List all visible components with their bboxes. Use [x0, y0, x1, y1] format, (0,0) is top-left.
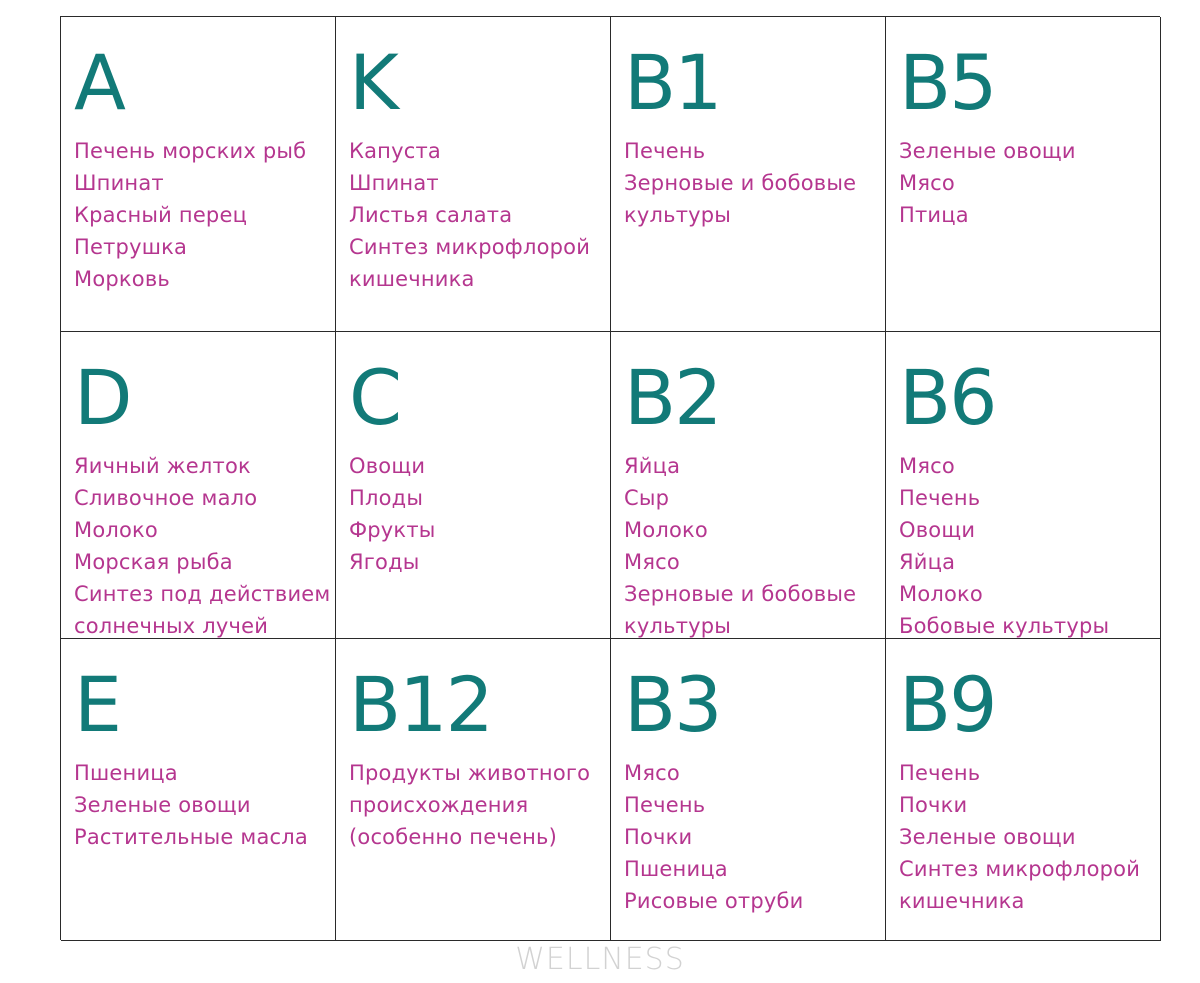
source-list — [624, 757, 885, 917]
source-item: Пшеница — [624, 857, 728, 881]
source-item: происхождения — [349, 793, 529, 817]
source-item: Рисовые отруби — [624, 889, 804, 913]
source-item: кишечника — [349, 267, 475, 291]
vitamin-cell — [611, 17, 886, 332]
source-item: Петрушка — [74, 235, 188, 259]
source-item: Мясо — [624, 761, 680, 785]
vitamin-name: B9 — [899, 660, 996, 749]
source-item: Бобовые культуры — [899, 614, 1110, 638]
source-item: Овощи — [349, 454, 426, 478]
vitamin-cell — [336, 17, 611, 332]
vitamin-sources-table — [60, 16, 1160, 940]
source-item: кишечника — [899, 889, 1025, 913]
source-list — [74, 757, 335, 853]
source-item: Мясо — [899, 454, 955, 478]
source-item: Пшеница — [74, 761, 178, 785]
source-list — [624, 450, 885, 639]
vitamin-name: K — [349, 38, 397, 127]
source-list — [74, 450, 335, 639]
source-list — [349, 450, 610, 578]
source-item: Молоко — [899, 582, 983, 606]
vitamin-name: E — [74, 660, 121, 749]
source-item: Морковь — [74, 267, 170, 291]
vitamin-cell — [61, 332, 336, 639]
source-item: Овощи — [899, 518, 976, 542]
source-list — [74, 135, 335, 295]
source-item: Продукты животного — [349, 761, 591, 785]
source-item: Зеленые овощи — [899, 139, 1076, 163]
vitamin-name: B2 — [624, 353, 721, 442]
wellness-watermark: WELLNESS — [515, 942, 685, 977]
source-list — [899, 757, 1160, 917]
source-item: Печень — [624, 139, 706, 163]
source-item: Плоды — [349, 486, 424, 510]
vitamin-name: C — [349, 353, 401, 442]
source-item: культуры — [624, 203, 732, 227]
source-item: Печень — [899, 486, 981, 510]
source-item: Молоко — [624, 518, 708, 542]
vitamin-cell — [61, 17, 336, 332]
source-item: Зерновые и бобовые — [624, 171, 857, 195]
source-item: Синтез микрофлорой — [349, 235, 591, 259]
source-list — [624, 135, 885, 231]
vitamin-name: A — [74, 38, 124, 127]
vitamin-cell — [611, 332, 886, 639]
vitamin-name: B5 — [899, 38, 996, 127]
vitamin-cell — [336, 639, 611, 941]
source-item: Печень — [899, 761, 981, 785]
source-item: солнечных лучей — [74, 614, 269, 638]
source-item: Печень — [624, 793, 706, 817]
source-item: Мясо — [899, 171, 955, 195]
source-item: Синтез под действием — [74, 582, 331, 606]
vitamin-cell — [611, 639, 886, 941]
source-item: Листья салата — [349, 203, 513, 227]
source-item: Яйца — [624, 454, 681, 478]
source-item: Морская рыба — [74, 550, 233, 574]
source-list — [899, 135, 1160, 231]
source-item: Капуста — [349, 139, 441, 163]
source-item: Красный перец — [74, 203, 248, 227]
vitamin-cell — [886, 17, 1161, 332]
source-item: Растительные масла — [74, 825, 308, 849]
source-item: Сыр — [624, 486, 670, 510]
vitamin-name: B6 — [899, 353, 996, 442]
source-item: Зерновые и бобовые — [624, 582, 857, 606]
source-item: (особенно печень) — [349, 825, 557, 849]
vitamin-cell — [886, 639, 1161, 941]
source-list — [899, 450, 1160, 639]
source-item: Ягоды — [349, 550, 420, 574]
source-item: Молоко — [74, 518, 158, 542]
source-item: Яичный желток — [74, 454, 251, 478]
vitamin-cell — [61, 639, 336, 941]
source-list — [349, 135, 610, 295]
source-item: Фрукты — [349, 518, 436, 542]
source-item: Шпинат — [349, 171, 439, 195]
vitamin-name: D — [74, 353, 131, 442]
source-item: Яйца — [899, 550, 956, 574]
source-item: Шпинат — [74, 171, 164, 195]
source-item: Сливочное мало — [74, 486, 258, 510]
source-item: Почки — [899, 793, 968, 817]
vitamin-cell — [336, 332, 611, 639]
vitamin-name: B1 — [624, 38, 721, 127]
source-item: Печень морских рыб — [74, 139, 307, 163]
vitamin-name: B12 — [349, 660, 492, 749]
vitamin-name: B3 — [624, 660, 721, 749]
source-item: Птица — [899, 203, 969, 227]
source-item: Зеленые овощи — [899, 825, 1076, 849]
source-item: культуры — [624, 614, 732, 638]
vitamin-cell — [886, 332, 1161, 639]
source-item: Синтез микрофлорой — [899, 857, 1141, 881]
source-item: Зеленые овощи — [74, 793, 251, 817]
source-item: Почки — [624, 825, 693, 849]
source-list — [349, 757, 610, 853]
source-item: Мясо — [624, 550, 680, 574]
